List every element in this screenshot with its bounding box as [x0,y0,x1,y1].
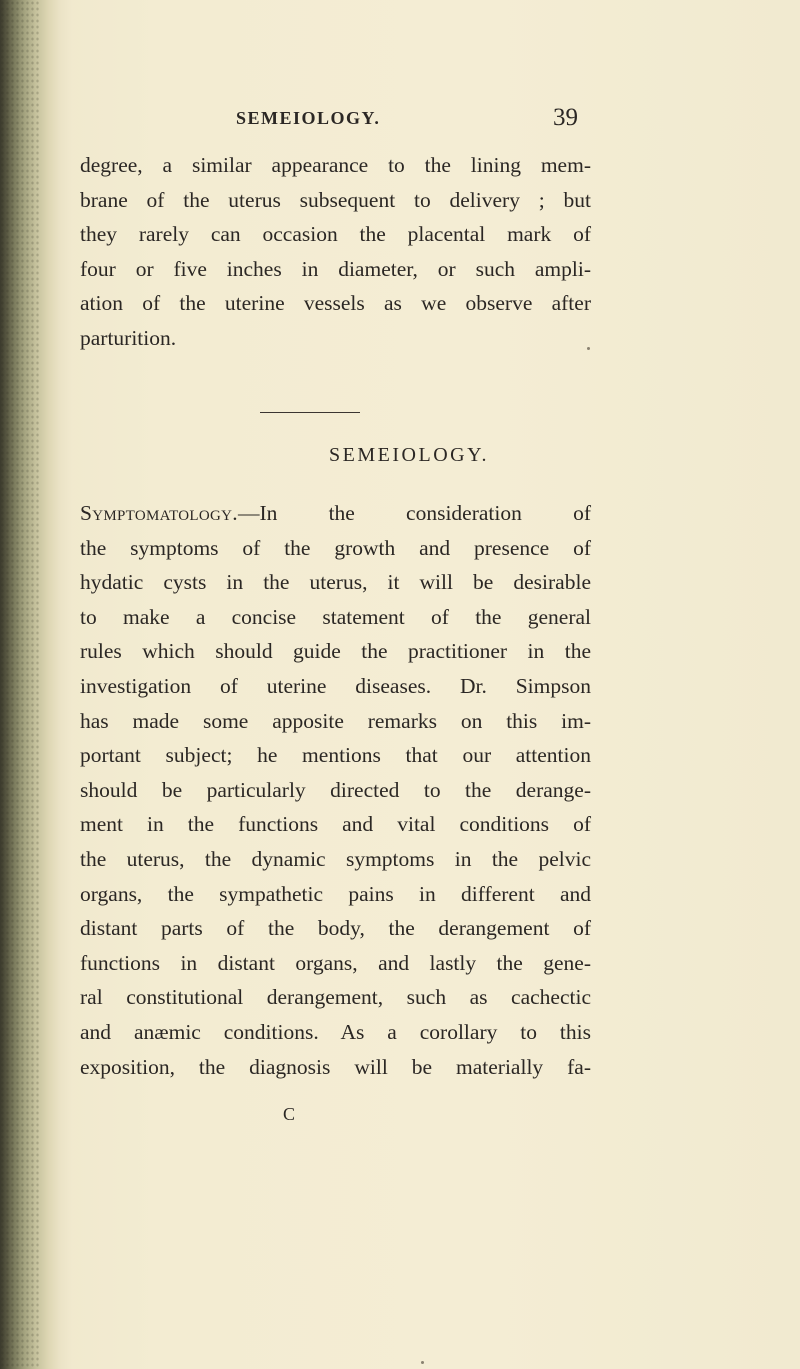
text-line: should be particularly directed to the derange- [80,777,591,802]
text-line: distant parts of the body, the derangement of [80,916,591,941]
signature-mark: C [283,1104,296,1124]
paragraph-2 [80,496,591,1084]
text-line: brane of the uterus subsequent to delivery ; but [80,187,591,212]
first-line-rest: —In the consideration of [237,501,591,525]
paper-fleck [587,347,590,350]
text-line: portant subject; he mentions that our attention [80,743,591,768]
page-number: 39 [553,104,578,131]
text-line: they rarely can occasion the placental mark of [80,222,591,247]
text-line: investigation of uterine diseases. Dr. Simpson [80,673,591,698]
text-line: the symptoms of the growth and presence of [80,535,591,560]
text-line: ation of the uterine vessels as we observe after [80,291,591,316]
text-line: parturition. [80,325,177,350]
section-divider-rule [260,412,360,413]
page-header [0,104,800,144]
text-line: hydatic cysts in the uterus, it will be desirable [80,570,591,595]
text-line: ment in the functions and vital conditions of [80,812,591,837]
text-line: the uterus, the dynamic symptoms in the pelvic [80,846,591,871]
text-line: to make a concise statement of the general [80,604,591,629]
text-line: functions in distant organs, and lastly the gene- [80,950,591,975]
text-line: rules which should guide the practitioner in the [80,639,591,664]
text-line-first [80,496,591,531]
binding-texture [0,0,40,1369]
lead-in-heading: Symptomatology. [80,501,238,525]
paper-fleck [421,1361,424,1364]
text-line: degree, a similar appearance to the lining mem- [80,153,591,177]
text-line: ral constitutional derangement, such as cachectic [80,985,591,1010]
section-heading: SEMEIOLOGY. [329,444,489,466]
text-line: and anæmic conditions. As a corollary to this [80,1019,591,1044]
text-line: four or five inches in diameter, or such ampli- [80,256,591,281]
text-line: organs, the sympathetic pains in different and [80,881,591,906]
text-line: has made some apposite remarks on this im- [80,708,591,733]
paragraph-1 [80,148,591,356]
text-line: exposition, the diagnosis will be materially fa- [80,1054,591,1079]
running-head: SEMEIOLOGY. [236,108,381,128]
